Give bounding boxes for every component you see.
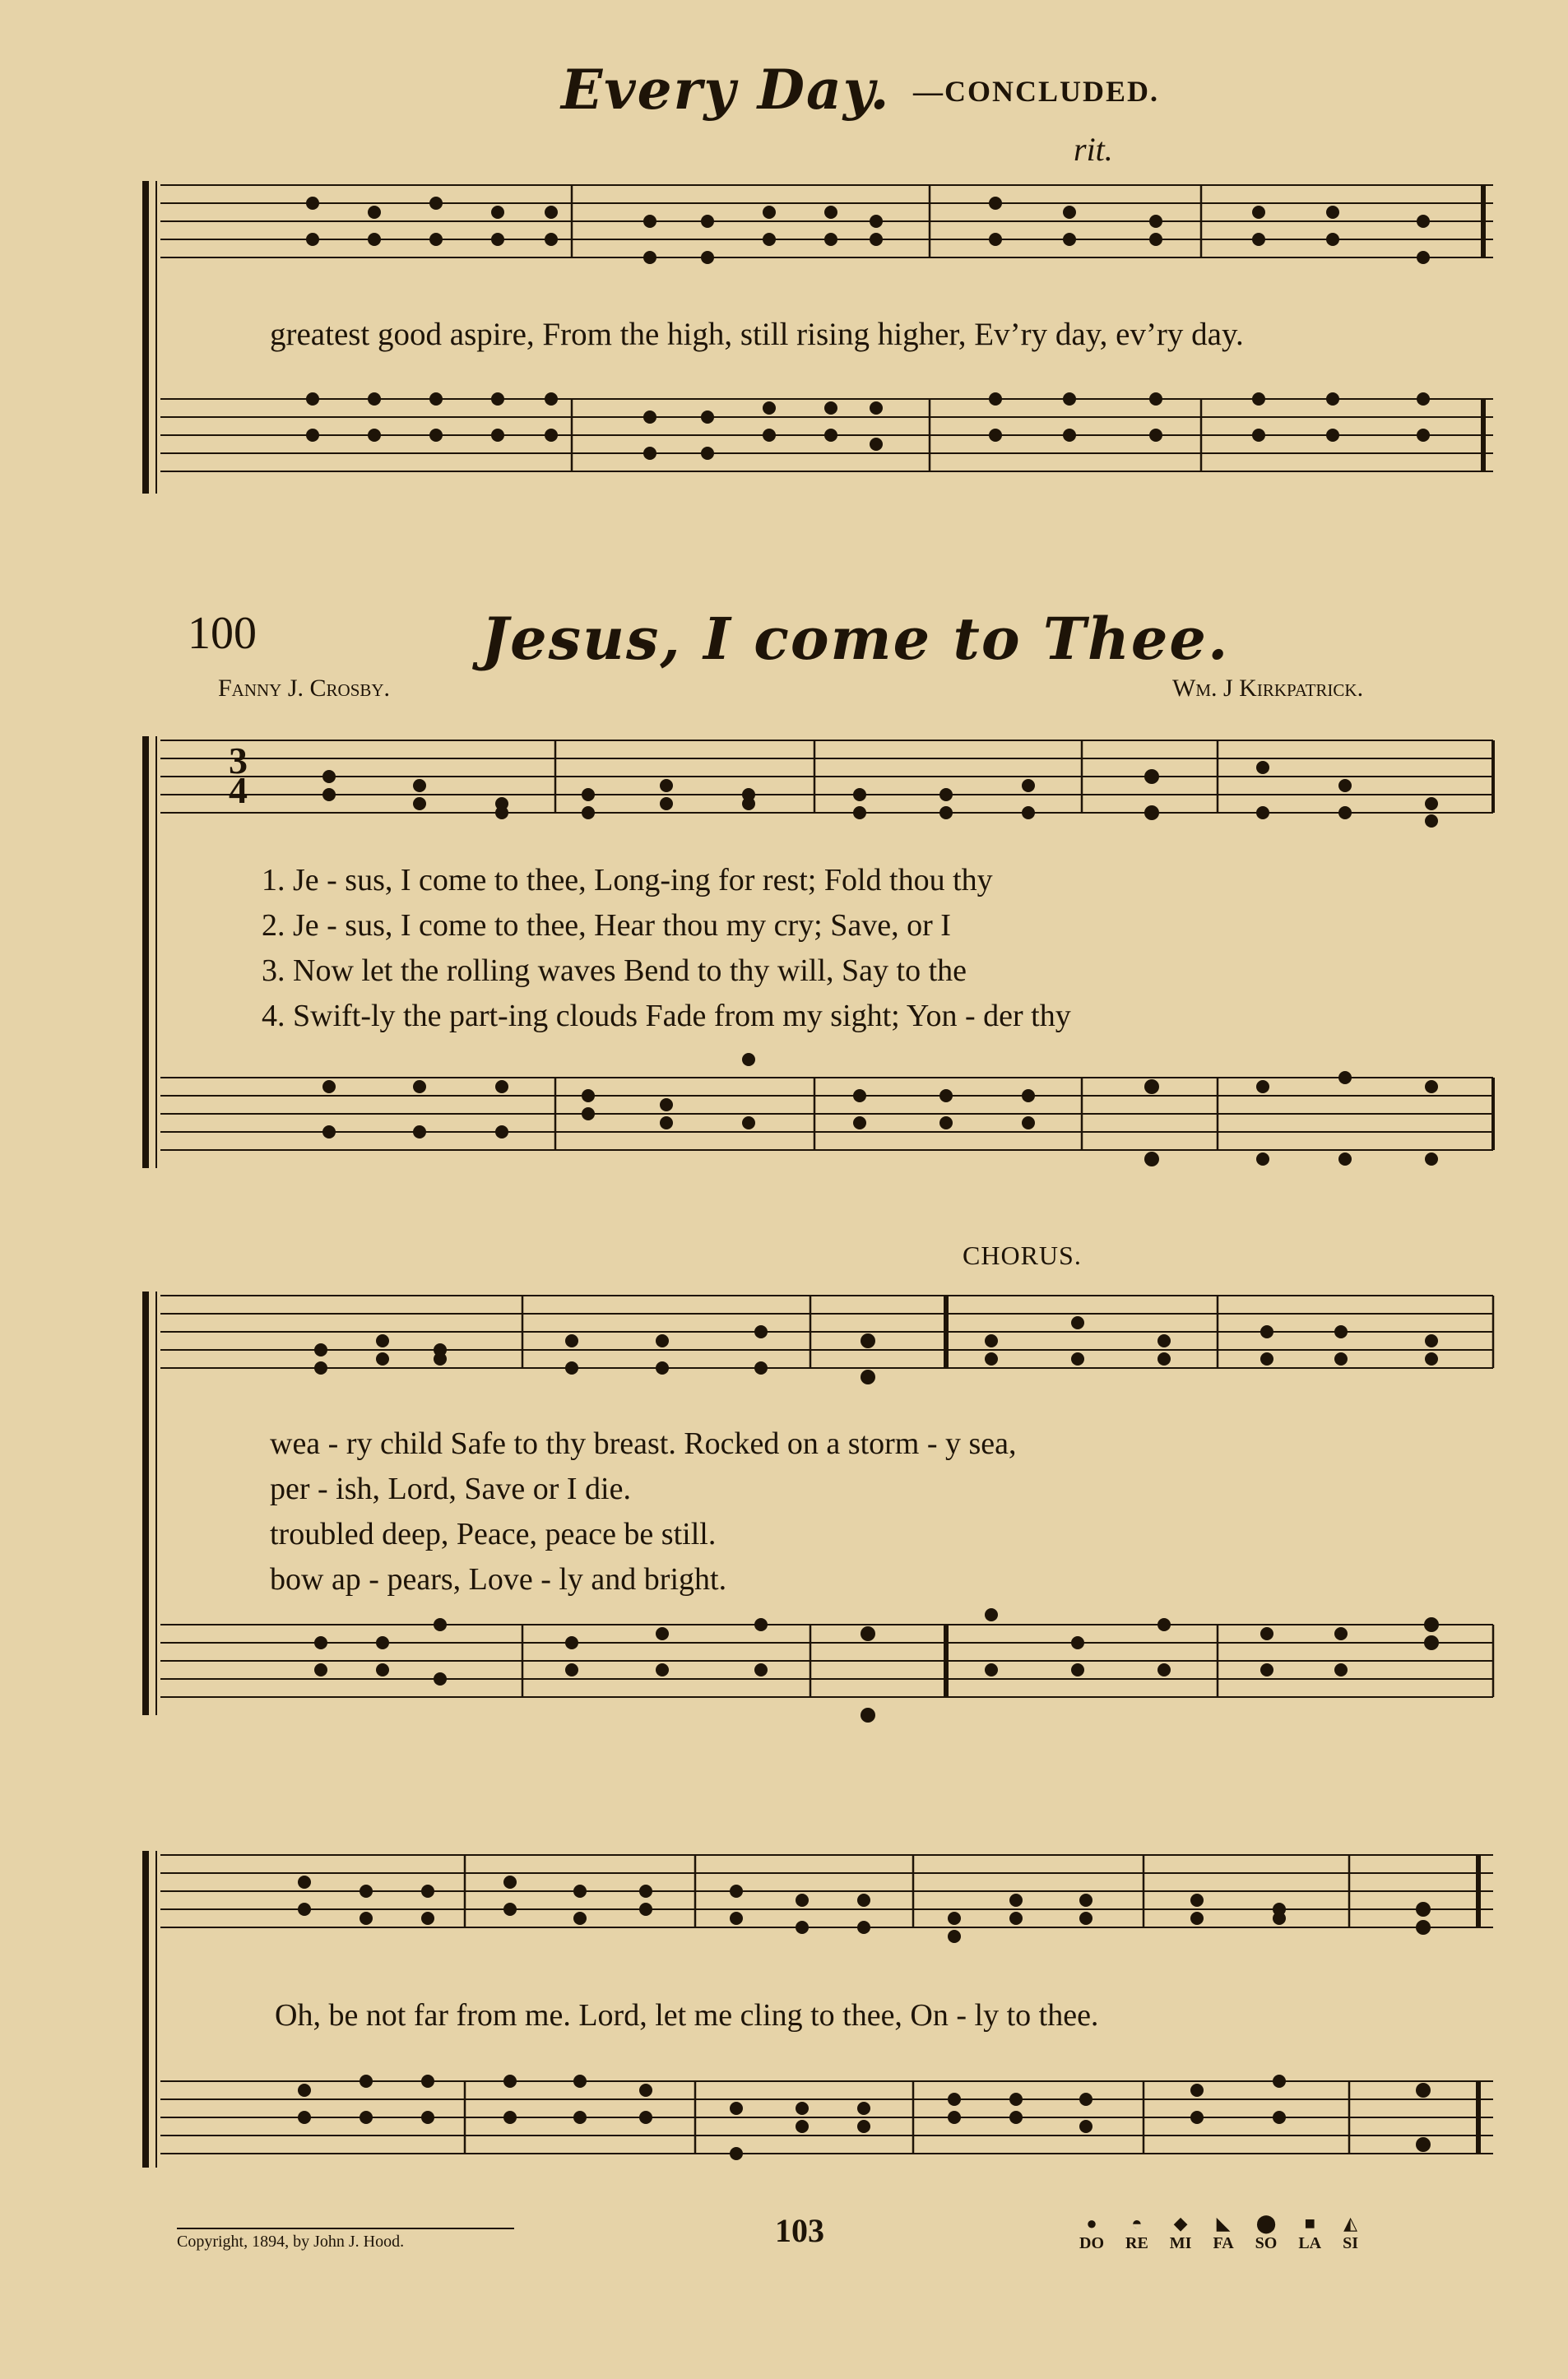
top-hymn-title: Every Day. (561, 58, 891, 122)
chorus-label: CHORUS. (963, 1241, 1082, 1270)
verse-line-1: 1. Je - sus, I come to thee, Long-ing for rest; Fold thou thy (262, 863, 993, 897)
solfege-si: ◭ SI (1343, 2213, 1359, 2252)
time-signature-top: 3 (229, 740, 248, 781)
half-moon-note-icon: ◓ (1131, 2213, 1143, 2233)
solfege-fa: ◣ FA (1213, 2213, 1234, 2252)
footer-rule (177, 2228, 514, 2229)
solfege-mi: ◆ MI (1169, 2213, 1192, 2252)
square-note-icon: ■ (1304, 2213, 1315, 2233)
round-note-icon: ● (1086, 2213, 1097, 2233)
triangle-note-icon: ◣ (1216, 2213, 1231, 2233)
verse-ending-3: troubled deep, Peace, peace be still. (270, 1517, 717, 1551)
solfege-key (1079, 2213, 1358, 2253)
oval-note-icon: ⬤ (1255, 2213, 1277, 2233)
composer: Wm. J Kirkpatrick. (1172, 675, 1364, 702)
system-3 (136, 1279, 1505, 1740)
hymn-number: 100 (188, 608, 257, 659)
verse-ending-2: per - ish, Lord, Save or I die. (270, 1472, 631, 1506)
solfege-la: ■ LA (1298, 2213, 1322, 2252)
page-number: 103 (775, 2212, 824, 2249)
top-hymn-suffix: —CONCLUDED. (913, 75, 1160, 108)
lyricist: Fanny J. Crosby. (218, 675, 391, 702)
hymn-title: Jesus, I come to Thee. (481, 605, 1230, 673)
verse-line-3: 3. Now let the rolling waves Bend to thy will, Say to the (262, 953, 967, 988)
verse-ending-1: wea - ry child Safe to thy breast. Rocked on a storm - y sea, (270, 1426, 1017, 1461)
time-signature-bottom: 4 (229, 769, 248, 811)
copyright: Copyright, 1894, by John J. Hood. (177, 2233, 405, 2251)
verse-line-4: 4. Swift-ly the part-ing clouds Fade from my sight; Yon - der thy (262, 999, 1071, 1033)
diamond-note-icon: ◆ (1173, 2213, 1188, 2233)
flag-note-icon: ◭ (1343, 2213, 1358, 2233)
top-hymn-lyric: greatest good aspire, From the high, still rising higher, Ev’ry day, ev’ry day. (270, 317, 1244, 352)
chorus-lyric: Oh, be not far from me. Lord, let me cling to thee, On - ly to thee. (275, 1998, 1099, 2033)
solfege-so: ⬤ SO (1255, 2213, 1278, 2252)
solfege-re: ◓ RE (1125, 2213, 1148, 2252)
tempo-mark: rit. (1074, 131, 1113, 168)
verse-ending-4: bow ap - pears, Love - ly and bright. (270, 1562, 727, 1597)
solfege-do: ● DO (1079, 2213, 1104, 2252)
verse-line-2: 2. Je - sus, I come to thee, Hear thou my cry; Save, or I (262, 908, 951, 943)
